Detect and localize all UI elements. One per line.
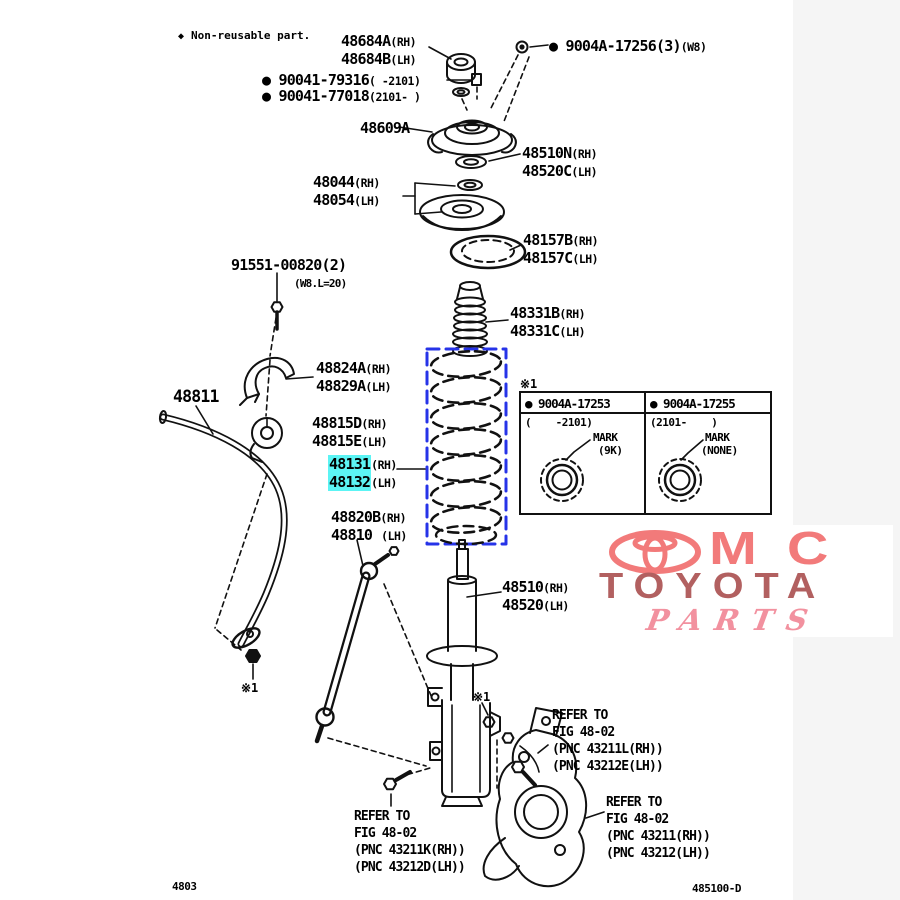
table-col2-mark-label: MARK [705, 431, 730, 444]
label-48157: 48157B(RH) 48157C(LH) [523, 231, 599, 267]
table-col1-range: ( -2101) [525, 416, 593, 429]
non-reusable-diamond-icon: ◆ [178, 31, 185, 42]
non-reusable-legend [178, 29, 310, 42]
table-col2-header: ● 9004A-17255 [650, 396, 735, 411]
top-fasteners-drawing [429, 42, 548, 125]
bracket-48824-drawing [240, 358, 313, 405]
label-48684: 48684A(RH) 48684B(LH) [341, 32, 417, 68]
figure-code-left: 4803 [172, 880, 197, 893]
strut-nut-ref-mark: ※1 [473, 690, 491, 704]
seller-watermark [593, 522, 893, 637]
label-48131-highlighted: 48131(RH) 48132(LH) [329, 455, 397, 491]
watermark-mc-text: MC [709, 522, 859, 574]
label-90041-77018: ● 90041-77018(2101- ) [262, 87, 421, 105]
stabilizer-link-48820-drawing [317, 540, 433, 766]
label-48609a: 48609A [360, 119, 410, 137]
label-9004a-17256: ● 9004A-17256(3)(W8) [549, 37, 707, 55]
table-ref-mark: ※1 [520, 377, 538, 391]
label-48815: 48815D(RH) 48815E(LH) [312, 414, 388, 450]
refer-note-1: REFER TO FIG 48-02 (PNC 43211K(RH)) (PNC 43212D(LH)) [354, 809, 465, 875]
table-col1-header: ● 9004A-17253 [525, 396, 610, 411]
label-48331: 48331B(RH) 48331C(LH) [510, 304, 586, 340]
bearing-48510n-drawing [456, 154, 520, 168]
label-48811: 48811 [173, 387, 219, 406]
label-48510n: 48510N(RH) 48520C(LH) [522, 144, 598, 180]
refer-note-3: REFER TO FIG 48-02 (PNC 43211(RH)) (PNC 43212(LH)) [606, 795, 710, 861]
legend-text: Non-reusable part. [191, 29, 311, 42]
table-header-rule [521, 412, 770, 414]
label-48510: 48510(RH) 48520(LH) [502, 578, 569, 614]
label-91551: 91551-00820(2) (W8.L=20) [231, 256, 347, 290]
boot-48331-drawing [453, 282, 508, 356]
highlighted-part-number: 48131 [329, 455, 371, 473]
table-col2-mark-value: (NONE) [701, 444, 738, 457]
insulator-48157-drawing [451, 236, 525, 268]
table-col1-mark-value: (9K) [598, 444, 623, 457]
table-col1-mark-label: MARK [593, 431, 618, 444]
coil-spring-drawing [397, 349, 506, 544]
seal-48044-drawing [403, 180, 504, 230]
refer-note-2: REFER TO FIG 48-02 (PNC 43211L(RH)) (PNC 43212E(LH)) [552, 708, 663, 774]
label-48820: 48820B(RH) 48810 (LH) [331, 508, 407, 544]
strut-48510-drawing [427, 540, 501, 806]
watermark-parts-text: PARTS [644, 603, 824, 637]
label-48824: 48824A(RH) 48829A(LH) [316, 359, 392, 395]
bolt-91551-drawing [266, 273, 283, 416]
nut-variant-table [519, 391, 772, 515]
highlighted-part-number: 48132 [329, 473, 371, 491]
bar-nut-ref-mark: ※1 [241, 681, 259, 695]
label-90041-79316: ● 90041-79316( -2101) [262, 71, 421, 89]
figure-code-right: 485100-D [692, 882, 741, 895]
table-divider [644, 393, 646, 513]
support-48609-drawing [399, 121, 516, 156]
table-col2-range: (2101- ) [650, 416, 718, 429]
watermark-toyota-text: TOYOTA [599, 565, 827, 606]
label-48044: 48044(RH) 48054(LH) [313, 173, 380, 209]
